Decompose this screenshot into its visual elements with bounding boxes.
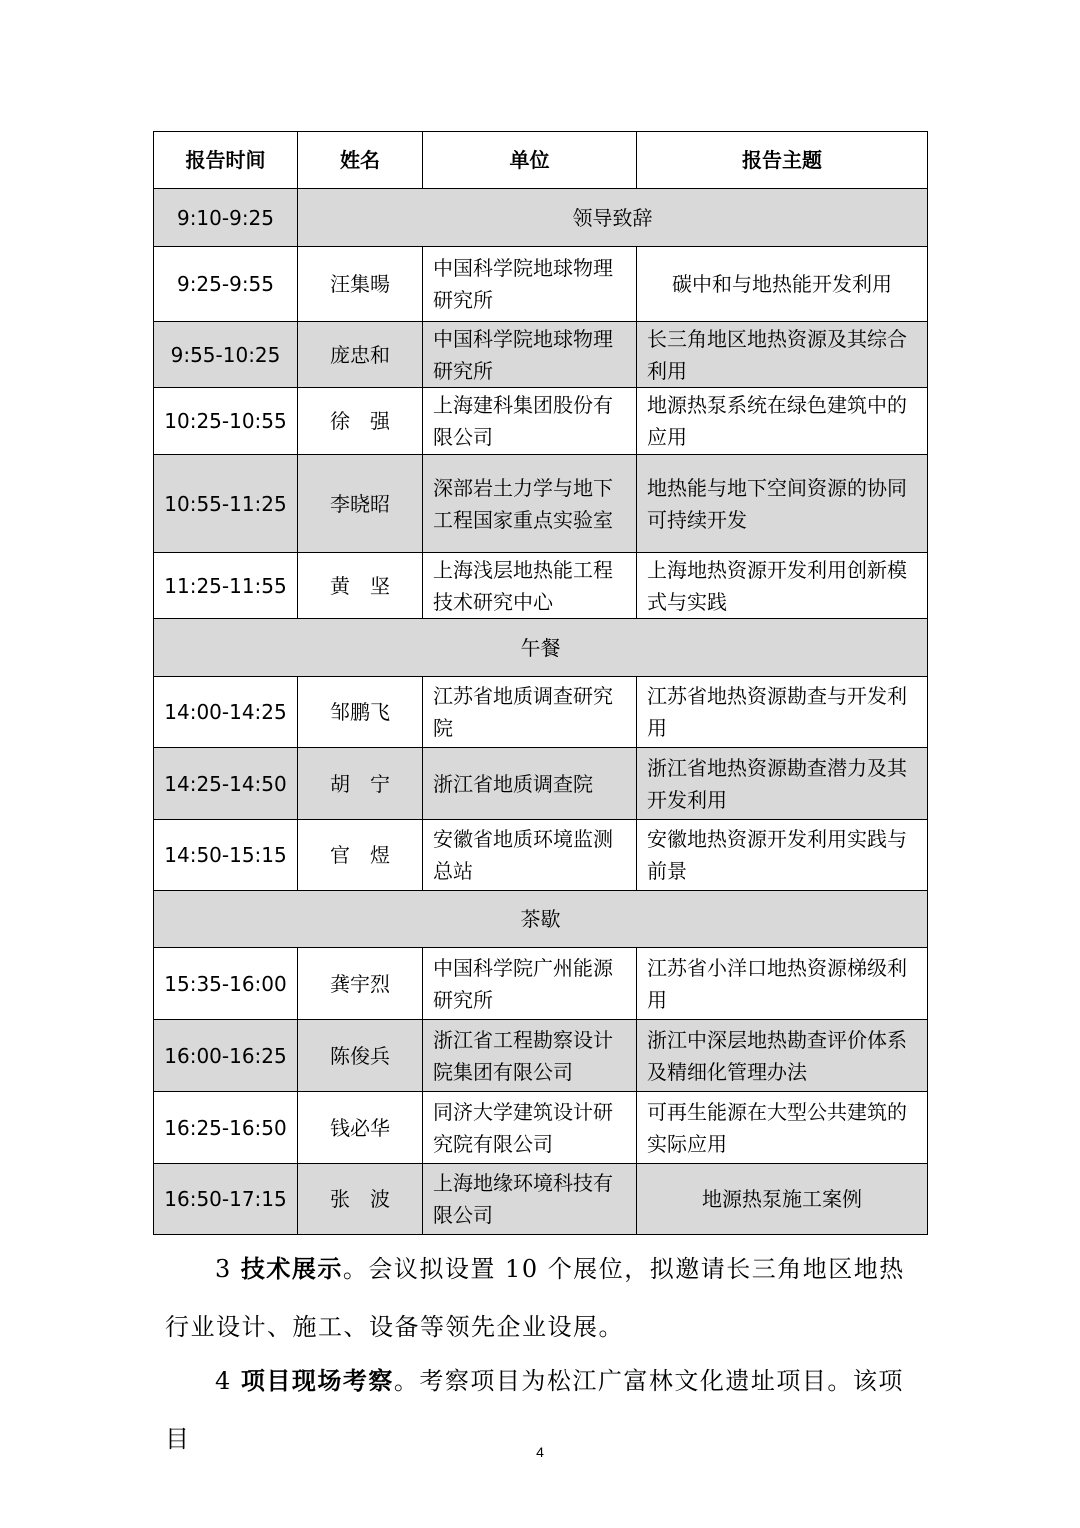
page-number: 4 [536, 1444, 544, 1460]
cell-time: 16:25-16:50 [154, 1092, 298, 1164]
paragraph-tech-exhibition [165, 1240, 925, 1356]
cell-organization: 同济大学建筑设计研究院有限公司 [423, 1092, 637, 1164]
table-row [154, 553, 928, 619]
paragraph-number: 3 [215, 1255, 232, 1283]
paragraph-text: 。会议拟设置 10 个展位，拟邀请长三角地区地热行业设计、施工、设备等领先企业设展。 [165, 1255, 905, 1341]
cell-topic: 浙江中深层地热勘查评价体系及精细化管理办法 [637, 1020, 928, 1092]
cell-topic: 长三角地区地热资源及其综合利用 [637, 322, 928, 388]
paragraph-heading: 技术展示 [240, 1255, 343, 1283]
table-row [154, 1092, 928, 1164]
cell-time: 14:50-15:15 [154, 820, 298, 891]
cell-speaker-name: 钱必华 [298, 1092, 423, 1164]
cell-time: 9:25-9:55 [154, 247, 298, 322]
cell-organization: 中国科学院广州能源研究所 [423, 948, 637, 1020]
header-name: 姓名 [298, 132, 423, 189]
table-row [154, 189, 928, 247]
cell-topic: 安徽地热资源开发利用实践与前景 [637, 820, 928, 891]
cell-time: 11:25-11:55 [154, 553, 298, 619]
cell-time: 10:25-10:55 [154, 388, 298, 455]
cell-topic: 地源热泵施工案例 [637, 1164, 928, 1235]
cell-organization: 中国科学院地球物理研究所 [423, 247, 637, 322]
cell-topic: 江苏省小洋口地热资源梯级利用 [637, 948, 928, 1020]
cell-speaker-name: 徐 强 [298, 388, 423, 455]
cell-organization: 江苏省地质调查研究院 [423, 677, 637, 748]
cell-time: 16:00-16:25 [154, 1020, 298, 1092]
paragraph-number: 4 [215, 1367, 232, 1395]
table-row [154, 948, 928, 1020]
cell-organization: 中国科学院地球物理研究所 [423, 322, 637, 388]
table-row [154, 677, 928, 748]
cell-speaker-name: 胡 宁 [298, 748, 423, 820]
table-row [154, 388, 928, 455]
cell-time: 15:35-16:00 [154, 948, 298, 1020]
cell-speaker-name: 龚宇烈 [298, 948, 423, 1020]
table-row [154, 1020, 928, 1092]
cell-organization: 浙江省工程勘察设计院集团有限公司 [423, 1020, 637, 1092]
cell-time: 9:10-9:25 [154, 189, 298, 247]
cell-time: 16:50-17:15 [154, 1164, 298, 1235]
cell-speaker-name: 陈俊兵 [298, 1020, 423, 1092]
cell-organization: 上海建科集团股份有限公司 [423, 388, 637, 455]
cell-break-title: 午餐 [154, 619, 928, 677]
cell-session-title: 领导致辞 [298, 189, 928, 247]
cell-topic: 江苏省地热资源勘查与开发利用 [637, 677, 928, 748]
table-row [154, 748, 928, 820]
table-row [154, 455, 928, 553]
cell-time: 14:25-14:50 [154, 748, 298, 820]
cell-speaker-name: 黄 坚 [298, 553, 423, 619]
cell-speaker-name: 官 煜 [298, 820, 423, 891]
cell-topic: 地热能与地下空间资源的协同可持续开发 [637, 455, 928, 553]
cell-topic: 地源热泵系统在绿色建筑中的应用 [637, 388, 928, 455]
table-row [154, 891, 928, 948]
cell-organization: 上海浅层地热能工程技术研究中心 [423, 553, 637, 619]
cell-organization: 浙江省地质调查院 [423, 748, 637, 820]
table-row [154, 247, 928, 322]
table-row [154, 1164, 928, 1235]
header-time: 报告时间 [154, 132, 298, 189]
cell-topic: 可再生能源在大型公共建筑的实际应用 [637, 1092, 928, 1164]
cell-topic: 上海地热资源开发利用创新模式与实践 [637, 553, 928, 619]
cell-speaker-name: 邹鹏飞 [298, 677, 423, 748]
cell-time: 10:55-11:25 [154, 455, 298, 553]
header-topic: 报告主题 [637, 132, 928, 189]
cell-speaker-name: 汪集暘 [298, 247, 423, 322]
paragraph-text: 。考察项目为松江广富林文化遗址项目。该项目 [165, 1367, 904, 1453]
table-row [154, 322, 928, 388]
cell-organization: 上海地缘环境科技有限公司 [423, 1164, 637, 1235]
cell-speaker-name: 庞忠和 [298, 322, 423, 388]
cell-speaker-name: 张 波 [298, 1164, 423, 1235]
cell-time: 9:55-10:25 [154, 322, 298, 388]
cell-speaker-name: 李晓昭 [298, 455, 423, 553]
paragraph-heading: 项目现场考察 [240, 1367, 394, 1395]
table-row [154, 820, 928, 891]
cell-topic: 碳中和与地热能开发利用 [637, 247, 928, 322]
cell-topic: 浙江省地热资源勘查潜力及其开发利用 [637, 748, 928, 820]
cell-break-title: 茶歇 [154, 891, 928, 948]
cell-time: 14:00-14:25 [154, 677, 298, 748]
table-header-row [154, 132, 928, 189]
schedule-table [153, 131, 928, 1235]
table-body [154, 189, 928, 1235]
cell-organization: 深部岩土力学与地下工程国家重点实验室 [423, 455, 637, 553]
cell-organization: 安徽省地质环境监测总站 [423, 820, 637, 891]
table-row [154, 619, 928, 677]
header-org: 单位 [423, 132, 637, 189]
